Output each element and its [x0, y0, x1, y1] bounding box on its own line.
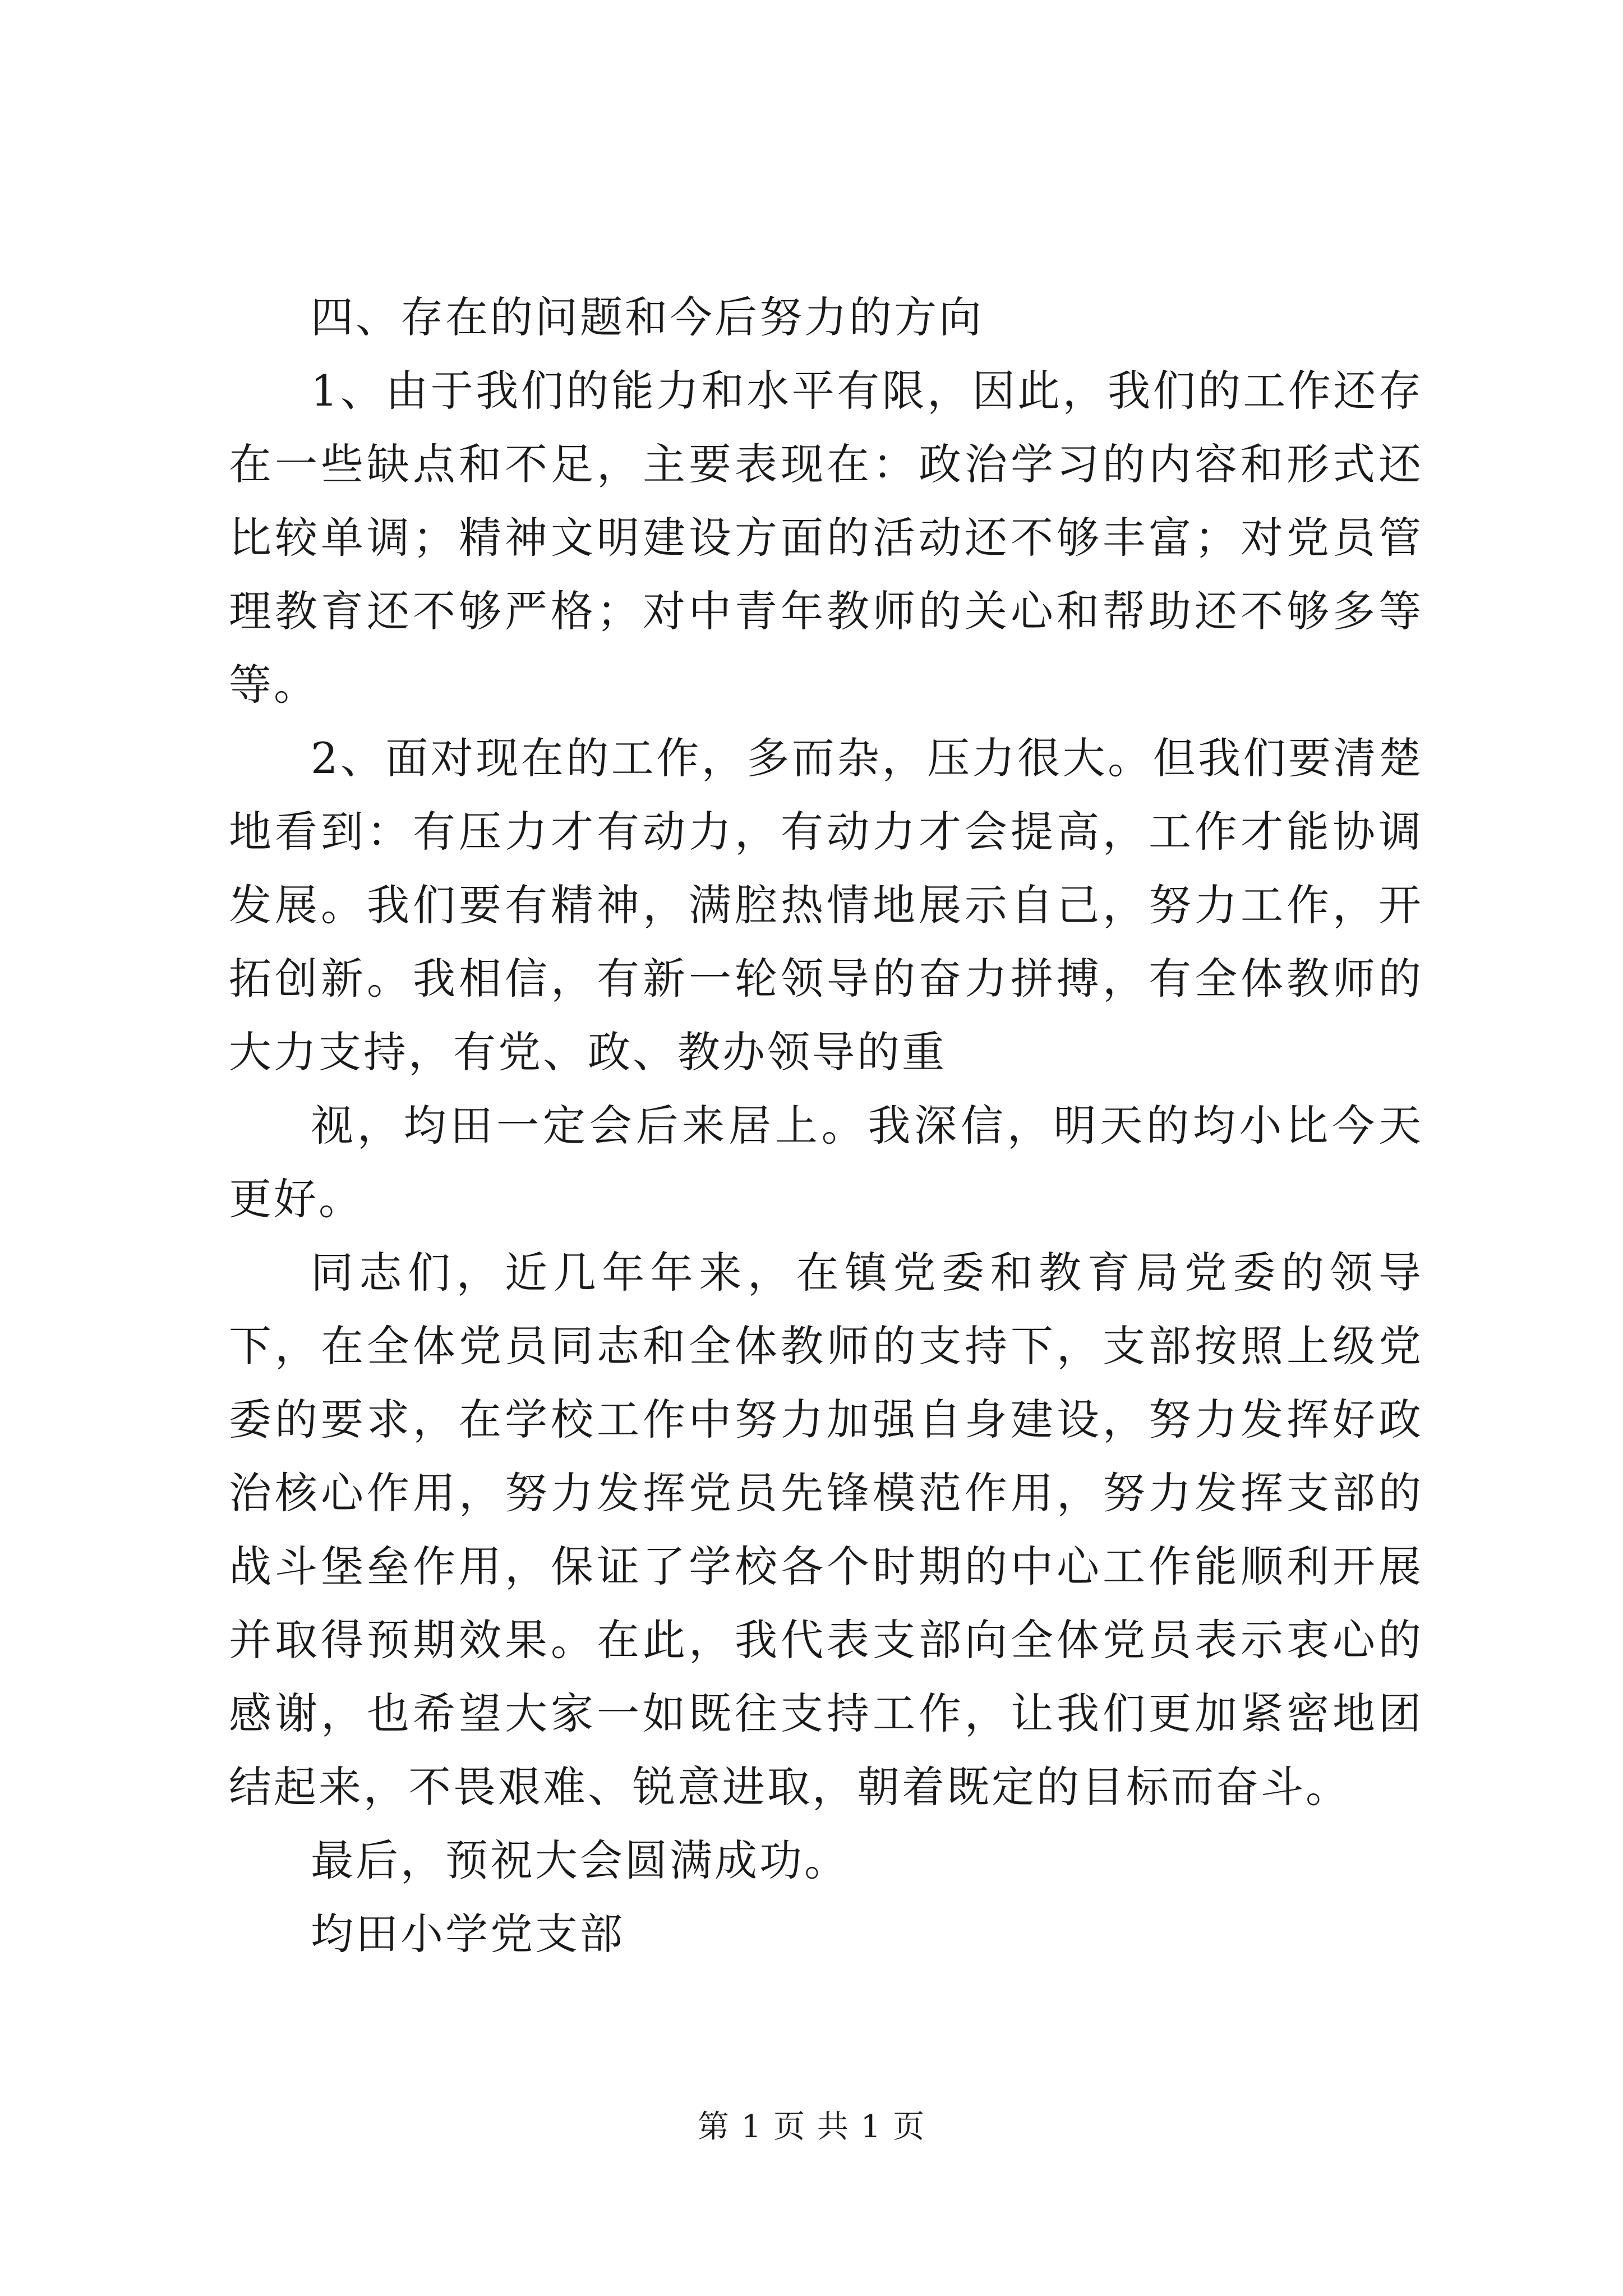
document-body — [229, 280, 1423, 1971]
page-number: 第 1 页 共 1 页 — [697, 2109, 926, 2145]
paragraph-comrades: 同志们，近几年年来，在镇党委和教育局党委的领导下，在全体党员同志和全体教师的支持下，支部按照上级党委的要求，在学校工作中努力加强自身建设，努力发挥好政治核心作用，努力发挥党员先锋模范作用，努力发挥支部的战斗堡垒作用，保证了学校各个时期的中心工作能顺利开展并取得预期效果。在此，我代表支部向全体党员表示衷心的感谢，也希望大家一如既往支持工作，让我们更加紧密地团结起来，不畏艰难、锐意进取，朝着既定的目标而奋斗。 — [229, 1248, 1423, 1812]
paragraph-continuation: 视，均田一定会后来居上。我深信，明天的均小比今天更好。 — [229, 1101, 1423, 1224]
paragraph-problems: 1、由于我们的能力和水平有限，因此，我们的工作还存在一些缺点和不足，主要表现在：政治学习的内容和形式还比较单调；精神文明建设方面的活动还不够丰富；对党员管理教育还不够严格；对中青年教师的关心和帮助还不够多等等。 — [229, 366, 1423, 710]
section-heading: 四、存在的问题和今后努力的方向 — [311, 292, 984, 342]
paragraph-closing: 最后，预祝大会圆满成功。 — [311, 1835, 849, 1885]
paragraph-pressure: 2、面对现在的工作，多而杂，压力很大。但我们要清楚地看到：有压力才有动力，有动力才会提高，工作才能协调发展。我们要有精神，满腔热情地展示自己，努力工作，开拓创新。我相信，有新一轮领导的奋力拼搏，有全体教师的大力支持，有党、政、教办领导的重 — [229, 733, 1423, 1077]
signature: 均田小学党支部 — [311, 1909, 625, 1959]
